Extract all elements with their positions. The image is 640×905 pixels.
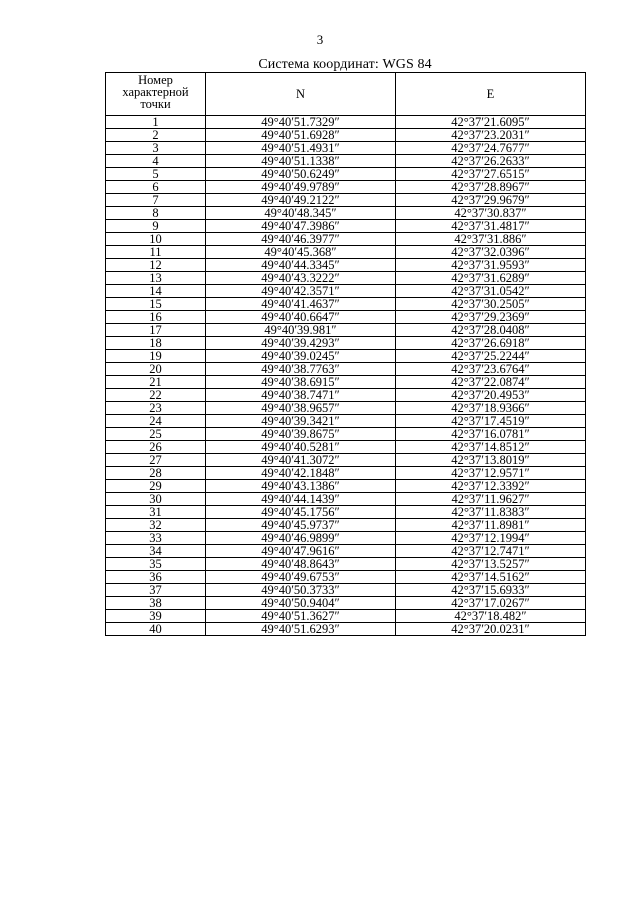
table-row: [106, 571, 586, 584]
table-row: [106, 272, 586, 285]
table-row: [106, 311, 586, 324]
point-number-cell: 28: [106, 467, 206, 480]
point-number-cell: 8: [106, 207, 206, 220]
point-number-cell: 7: [106, 194, 206, 207]
e-coordinate-cell: 42°37′12.1994″: [396, 532, 586, 545]
point-number-cell: 35: [106, 558, 206, 571]
e-coordinate-cell: 42°37′31.0542″: [396, 285, 586, 298]
n-coordinate-cell: 49°40′50.3733″: [206, 584, 396, 597]
n-coordinate-cell: 49°40′46.9899″: [206, 532, 396, 545]
n-coordinate-cell: 49°40′51.6928″: [206, 129, 396, 142]
table-row: [106, 389, 586, 402]
e-coordinate-cell: 42°37′14.5162″: [396, 571, 586, 584]
e-coordinate-cell: 42°37′13.5257″: [396, 558, 586, 571]
table-row: [106, 506, 586, 519]
table-row: [106, 428, 586, 441]
table-row: [106, 324, 586, 337]
point-number-cell: 11: [106, 246, 206, 259]
table-row: [106, 597, 586, 610]
n-coordinate-cell: 49°40′39.4293″: [206, 337, 396, 350]
point-number-cell: 9: [106, 220, 206, 233]
table-row: [106, 337, 586, 350]
point-number-cell: 23: [106, 402, 206, 415]
n-coordinate-cell: 49°40′38.9657″: [206, 402, 396, 415]
table-row: [106, 610, 586, 623]
point-number-cell: 12: [106, 259, 206, 272]
e-coordinate-cell: 42°37′28.8967″: [396, 181, 586, 194]
table-row: [106, 207, 586, 220]
n-coordinate-cell: 49°40′45.9737″: [206, 519, 396, 532]
e-coordinate-cell: 42°37′16.0781″: [396, 428, 586, 441]
e-coordinate-cell: 42°37′31.4817″: [396, 220, 586, 233]
n-coordinate-cell: 49°40′44.1439″: [206, 493, 396, 506]
point-number-cell: 15: [106, 298, 206, 311]
e-coordinate-cell: 42°37′23.2031″: [396, 129, 586, 142]
n-coordinate-cell: 49°40′38.7471″: [206, 389, 396, 402]
table-body: [106, 116, 586, 636]
header-n: N: [206, 73, 396, 116]
e-coordinate-cell: 42°37′11.8981″: [396, 519, 586, 532]
coordinate-system-title: Система координат: WGS 84: [258, 57, 432, 72]
n-coordinate-cell: 49°40′42.1848″: [206, 467, 396, 480]
e-coordinate-cell: 42°37′12.7471″: [396, 545, 586, 558]
n-coordinate-cell: 49°40′50.6249″: [206, 168, 396, 181]
point-number-cell: 32: [106, 519, 206, 532]
table-row: [106, 519, 586, 532]
n-coordinate-cell: 49°40′40.5281″: [206, 441, 396, 454]
n-coordinate-cell: 49°40′43.1386″: [206, 480, 396, 493]
point-number-cell: 3: [106, 142, 206, 155]
point-number-cell: 4: [106, 155, 206, 168]
point-number-cell: 34: [106, 545, 206, 558]
point-number-cell: 25: [106, 428, 206, 441]
e-coordinate-cell: 42°37′28.0408″: [396, 324, 586, 337]
table-row: [106, 532, 586, 545]
n-coordinate-cell: 49°40′40.6647″: [206, 311, 396, 324]
point-number-cell: 10: [106, 233, 206, 246]
e-coordinate-cell: 42°37′12.9571″: [396, 467, 586, 480]
n-coordinate-cell: 49°40′51.4931″: [206, 142, 396, 155]
n-coordinate-cell: 49°40′46.3977″: [206, 233, 396, 246]
table-row: [106, 298, 586, 311]
table-row: [106, 376, 586, 389]
header-e: E: [396, 73, 586, 116]
point-number-cell: 22: [106, 389, 206, 402]
point-number-cell: 5: [106, 168, 206, 181]
e-coordinate-cell: 42°37′11.9627″: [396, 493, 586, 506]
n-coordinate-cell: 49°40′48.345″: [206, 207, 396, 220]
e-coordinate-cell: 42°37′18.482″: [396, 610, 586, 623]
point-number-cell: 16: [106, 311, 206, 324]
table-row: [106, 142, 586, 155]
table-row: [106, 480, 586, 493]
e-coordinate-cell: 42°37′17.4519″: [396, 415, 586, 428]
table-row: [106, 402, 586, 415]
e-coordinate-cell: 42°37′31.9593″: [396, 259, 586, 272]
table-row: [106, 168, 586, 181]
n-coordinate-cell: 49°40′49.6753″: [206, 571, 396, 584]
point-number-cell: 13: [106, 272, 206, 285]
point-number-cell: 27: [106, 454, 206, 467]
n-coordinate-cell: 49°40′51.6293″: [206, 623, 396, 636]
point-number-cell: 30: [106, 493, 206, 506]
n-coordinate-cell: 49°40′45.1756″: [206, 506, 396, 519]
n-coordinate-cell: 49°40′51.3627″: [206, 610, 396, 623]
point-number-cell: 6: [106, 181, 206, 194]
table-row: [106, 545, 586, 558]
point-number-cell: 24: [106, 415, 206, 428]
n-coordinate-cell: 49°40′45.368″: [206, 246, 396, 259]
point-number-cell: 39: [106, 610, 206, 623]
e-coordinate-cell: 42°37′23.6764″: [396, 363, 586, 376]
n-coordinate-cell: 49°40′43.3222″: [206, 272, 396, 285]
e-coordinate-cell: 42°37′18.9366″: [396, 402, 586, 415]
point-number-cell: 14: [106, 285, 206, 298]
e-coordinate-cell: 42°37′30.2505″: [396, 298, 586, 311]
table-row: [106, 350, 586, 363]
table-row: [106, 584, 586, 597]
table-row: [106, 155, 586, 168]
e-coordinate-cell: 42°37′22.0874″: [396, 376, 586, 389]
n-coordinate-cell: 49°40′39.981″: [206, 324, 396, 337]
e-coordinate-cell: 42°37′29.9679″: [396, 194, 586, 207]
e-coordinate-cell: 42°37′26.6918″: [396, 337, 586, 350]
n-coordinate-cell: 49°40′38.7763″: [206, 363, 396, 376]
e-coordinate-cell: 42°37′11.8383″: [396, 506, 586, 519]
e-coordinate-cell: 42°37′21.6095″: [396, 116, 586, 129]
table-header: [106, 73, 586, 116]
e-coordinate-cell: 42°37′17.0267″: [396, 597, 586, 610]
table-row: [106, 220, 586, 233]
table-row: [106, 285, 586, 298]
table-row: [106, 623, 586, 636]
e-coordinate-cell: 42°37′32.0396″: [396, 246, 586, 259]
e-coordinate-cell: 42°37′14.8512″: [396, 441, 586, 454]
e-coordinate-cell: 42°37′26.2633″: [396, 155, 586, 168]
n-coordinate-cell: 49°40′41.4637″: [206, 298, 396, 311]
n-coordinate-cell: 49°40′41.3072″: [206, 454, 396, 467]
n-coordinate-cell: 49°40′39.3421″: [206, 415, 396, 428]
point-number-cell: 29: [106, 480, 206, 493]
point-number-cell: 40: [106, 623, 206, 636]
table-row: [106, 246, 586, 259]
point-number-cell: 38: [106, 597, 206, 610]
e-coordinate-cell: 42°37′20.0231″: [396, 623, 586, 636]
point-number-cell: 26: [106, 441, 206, 454]
point-number-cell: 19: [106, 350, 206, 363]
n-coordinate-cell: 49°40′47.3986″: [206, 220, 396, 233]
e-coordinate-cell: 42°37′24.7677″: [396, 142, 586, 155]
table-row: [106, 233, 586, 246]
n-coordinate-cell: 49°40′44.3345″: [206, 259, 396, 272]
table-row: [106, 493, 586, 506]
table-row: [106, 441, 586, 454]
e-coordinate-cell: 42°37′25.2244″: [396, 350, 586, 363]
e-coordinate-cell: 42°37′12.3392″: [396, 480, 586, 493]
n-coordinate-cell: 49°40′51.7329″: [206, 116, 396, 129]
point-number-cell: 21: [106, 376, 206, 389]
point-number-cell: 37: [106, 584, 206, 597]
e-coordinate-cell: 42°37′13.8019″: [396, 454, 586, 467]
table-row: [106, 129, 586, 142]
header-point-number: Номер характерной точки: [106, 73, 206, 116]
table-row: [106, 454, 586, 467]
n-coordinate-cell: 49°40′49.9789″: [206, 181, 396, 194]
point-number-cell: 33: [106, 532, 206, 545]
page-number: 3: [316, 32, 324, 47]
table-row: [106, 363, 586, 376]
e-coordinate-cell: 42°37′27.6515″: [396, 168, 586, 181]
e-coordinate-cell: 42°37′30.837″: [396, 207, 586, 220]
table-row: [106, 181, 586, 194]
n-coordinate-cell: 49°40′39.8675″: [206, 428, 396, 441]
table-row: [106, 116, 586, 129]
table-row: [106, 259, 586, 272]
n-coordinate-cell: 49°40′47.9616″: [206, 545, 396, 558]
e-coordinate-cell: 42°37′15.6933″: [396, 584, 586, 597]
point-number-cell: 17: [106, 324, 206, 337]
e-coordinate-cell: 42°37′31.6289″: [396, 272, 586, 285]
n-coordinate-cell: 49°40′42.3571″: [206, 285, 396, 298]
n-coordinate-cell: 49°40′39.0245″: [206, 350, 396, 363]
table-row: [106, 558, 586, 571]
n-coordinate-cell: 49°40′51.1338″: [206, 155, 396, 168]
n-coordinate-cell: 49°40′49.2122″: [206, 194, 396, 207]
point-number-cell: 1: [106, 116, 206, 129]
n-coordinate-cell: 49°40′48.8643″: [206, 558, 396, 571]
point-number-cell: 2: [106, 129, 206, 142]
point-number-cell: 36: [106, 571, 206, 584]
point-number-cell: 20: [106, 363, 206, 376]
table-row: [106, 415, 586, 428]
point-number-cell: 18: [106, 337, 206, 350]
n-coordinate-cell: 49°40′50.9404″: [206, 597, 396, 610]
e-coordinate-cell: 42°37′31.886″: [396, 233, 586, 246]
table-row: [106, 467, 586, 480]
e-coordinate-cell: 42°37′20.4953″: [396, 389, 586, 402]
point-number-cell: 31: [106, 506, 206, 519]
coordinates-table: [105, 72, 586, 636]
n-coordinate-cell: 49°40′38.6915″: [206, 376, 396, 389]
table-row: [106, 194, 586, 207]
e-coordinate-cell: 42°37′29.2369″: [396, 311, 586, 324]
